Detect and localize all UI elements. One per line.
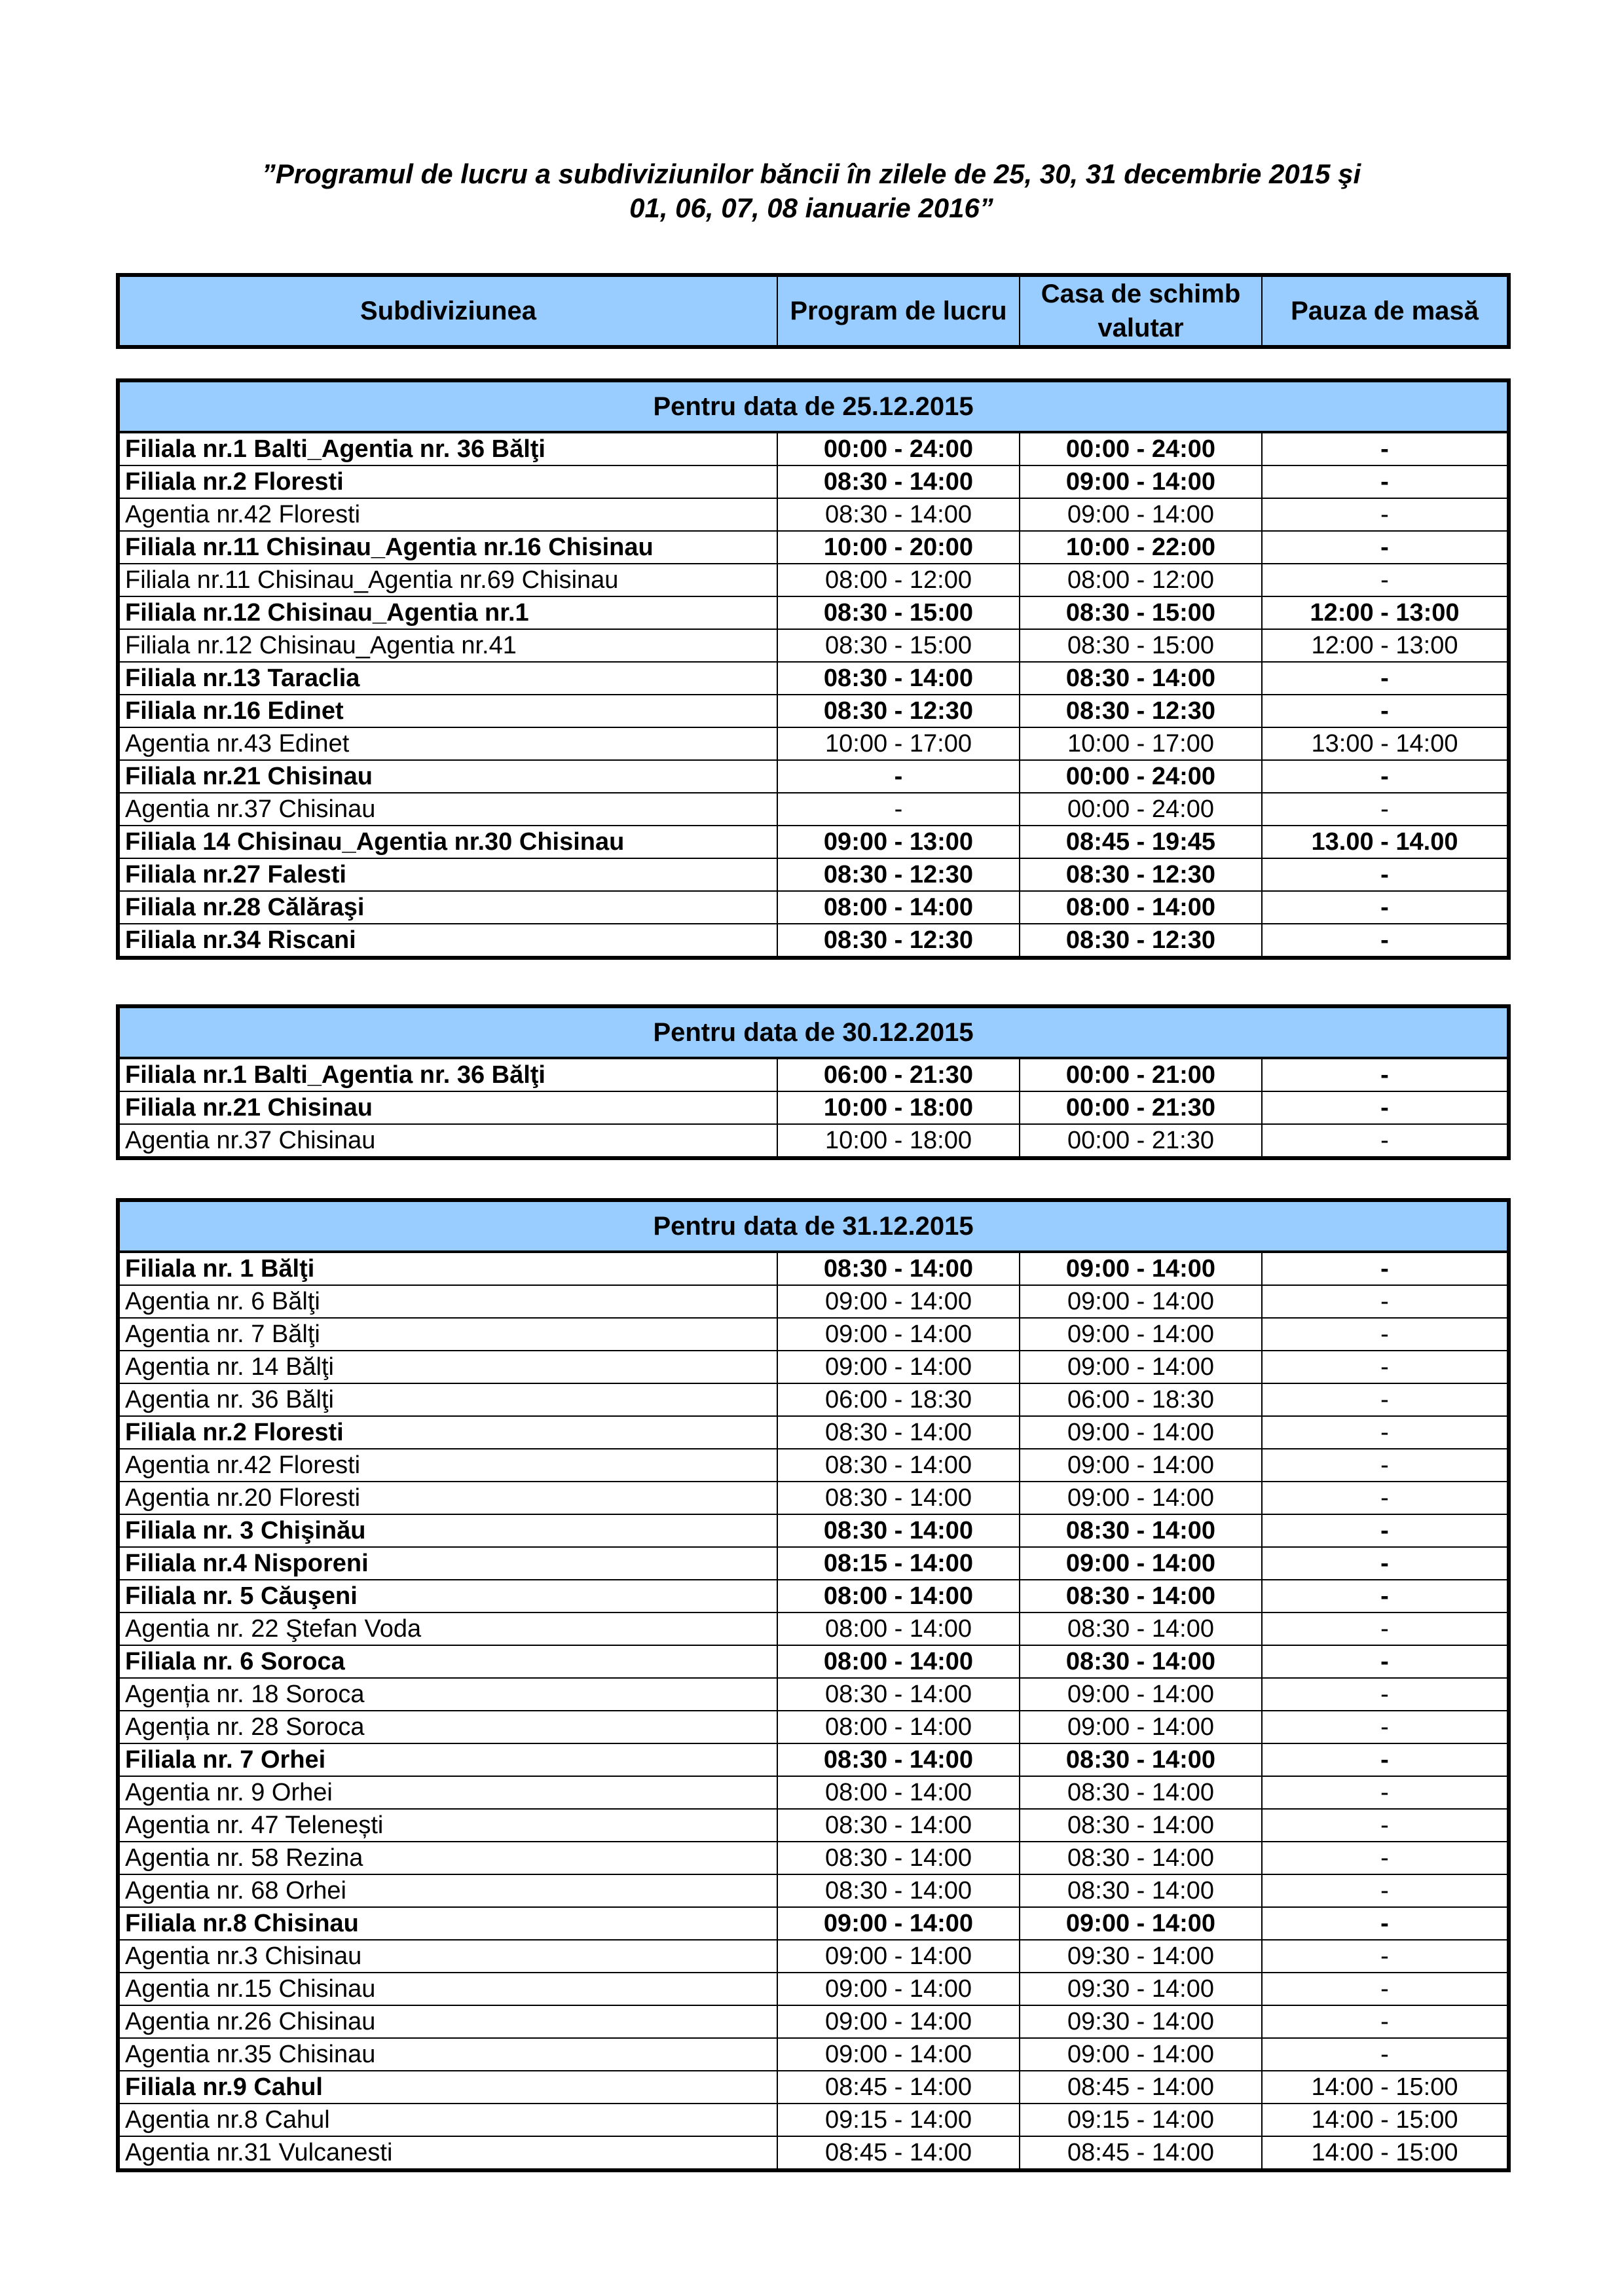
- subdivision-name: Agentia nr.42 Floresti: [118, 498, 777, 531]
- table-row: [118, 2038, 1509, 2071]
- subdivision-name: Filiala nr.8 Chisinau: [118, 1907, 777, 1940]
- exchange-hours: 08:30 - 12:30: [1020, 858, 1262, 891]
- exchange-hours: 09:00 - 14:00: [1020, 1252, 1262, 1285]
- subdivision-name: Agentia nr. 9 Orhei: [118, 1776, 777, 1809]
- subdivision-name: Filiala nr.1 Balti_Agentia nr. 36 Bălţi: [118, 432, 777, 465]
- program-hours: 08:30 - 12:30: [777, 924, 1020, 958]
- program-hours: 10:00 - 18:00: [777, 1124, 1020, 1158]
- program-hours: 08:30 - 14:00: [777, 1252, 1020, 1285]
- table-row: [118, 465, 1509, 498]
- program-hours: 08:15 - 14:00: [777, 1547, 1020, 1580]
- table-row: [118, 727, 1509, 760]
- program-hours: 08:30 - 14:00: [777, 1449, 1020, 1482]
- table-row: [118, 2005, 1509, 2038]
- lunch-break: -: [1262, 498, 1509, 531]
- program-hours: 08:00 - 12:00: [777, 564, 1020, 596]
- lunch-break: -: [1262, 2005, 1509, 2038]
- program-hours: 06:00 - 18:30: [777, 1383, 1020, 1416]
- subdivision-name: Filiala nr.4 Nisporeni: [118, 1547, 777, 1580]
- program-hours: 08:00 - 14:00: [777, 1711, 1020, 1743]
- program-hours: 09:15 - 14:00: [777, 2104, 1020, 2136]
- lunch-break: -: [1262, 760, 1509, 793]
- lunch-break: -: [1262, 1874, 1509, 1907]
- lunch-break: -: [1262, 1776, 1509, 1809]
- section-title: Pentru data de 31.12.2015: [118, 1200, 1509, 1252]
- exchange-hours: 08:45 - 14:00: [1020, 2071, 1262, 2104]
- exchange-hours: 08:30 - 14:00: [1020, 1776, 1262, 1809]
- lunch-break: -: [1262, 1318, 1509, 1351]
- exchange-hours: 09:00 - 14:00: [1020, 2038, 1262, 2071]
- exchange-hours: 09:00 - 14:00: [1020, 1907, 1262, 1940]
- program-hours: 08:30 - 15:00: [777, 629, 1020, 662]
- subdivision-name: Filiala nr. 7 Orhei: [118, 1743, 777, 1776]
- subdivision-name: Agentia nr.31 Vulcanesti: [118, 2136, 777, 2170]
- table-row: [118, 1678, 1509, 1711]
- lunch-break: -: [1262, 1091, 1509, 1124]
- exchange-hours: 08:45 - 14:00: [1020, 2136, 1262, 2170]
- subdivision-name: Agentia nr.43 Edinet: [118, 727, 777, 760]
- subdivision-name: Filiala nr.13 Taraclia: [118, 662, 777, 695]
- lunch-break: -: [1262, 1482, 1509, 1514]
- program-hours: 08:30 - 12:30: [777, 858, 1020, 891]
- lunch-break: -: [1262, 1416, 1509, 1449]
- exchange-hours: 08:30 - 14:00: [1020, 1809, 1262, 1842]
- program-hours: 08:30 - 14:00: [777, 1842, 1020, 1874]
- table-row: [118, 1058, 1509, 1091]
- table-row: [118, 1613, 1509, 1645]
- table-row: [118, 1449, 1509, 1482]
- lunch-break: -: [1262, 1907, 1509, 1940]
- table-row: [118, 695, 1509, 727]
- lunch-break: 14:00 - 15:00: [1262, 2104, 1509, 2136]
- exchange-hours: 08:00 - 12:00: [1020, 564, 1262, 596]
- table-row: [118, 1940, 1509, 1973]
- exchange-hours: 09:00 - 14:00: [1020, 1482, 1262, 1514]
- table-row: [118, 432, 1509, 465]
- table-row: [118, 1645, 1509, 1678]
- lunch-break: -: [1262, 1678, 1509, 1711]
- table-row: [118, 1874, 1509, 1907]
- exchange-hours: 09:00 - 14:00: [1020, 1678, 1262, 1711]
- lunch-break: 12:00 - 13:00: [1262, 596, 1509, 629]
- subdivision-name: Filiala nr.11 Chisinau_Agentia nr.16 Chisinau: [118, 531, 777, 564]
- program-hours: 09:00 - 13:00: [777, 826, 1020, 858]
- exchange-hours: 06:00 - 18:30: [1020, 1383, 1262, 1416]
- column-header-row: [118, 275, 1509, 347]
- exchange-hours: 08:30 - 12:30: [1020, 924, 1262, 958]
- exchange-hours: 08:30 - 14:00: [1020, 1645, 1262, 1678]
- program-hours: 08:30 - 14:00: [777, 498, 1020, 531]
- table-row: [118, 1547, 1509, 1580]
- lunch-break: -: [1262, 1743, 1509, 1776]
- exchange-hours: 00:00 - 21:00: [1020, 1058, 1262, 1091]
- program-hours: 10:00 - 18:00: [777, 1091, 1020, 1124]
- program-hours: 08:00 - 14:00: [777, 1580, 1020, 1613]
- table-row: [118, 1091, 1509, 1124]
- subdivision-name: Agentia nr.35 Chisinau: [118, 2038, 777, 2071]
- table-row: [118, 1907, 1509, 1940]
- subdivision-name: Filiala nr.21 Chisinau: [118, 1091, 777, 1124]
- exchange-hours: 08:30 - 14:00: [1020, 1514, 1262, 1547]
- table-row: [118, 793, 1509, 826]
- table-row: [118, 924, 1509, 958]
- exchange-hours: 08:30 - 14:00: [1020, 1842, 1262, 1874]
- subdivision-name: Filiala nr.1 Balti_Agentia nr. 36 Bălţi: [118, 1058, 777, 1091]
- table-row: [118, 2136, 1509, 2170]
- exchange-hours: 09:00 - 14:00: [1020, 1547, 1262, 1580]
- exchange-hours: 08:30 - 14:00: [1020, 1743, 1262, 1776]
- program-hours: 08:30 - 14:00: [777, 1678, 1020, 1711]
- program-hours: 08:00 - 14:00: [777, 891, 1020, 924]
- subdivision-name: Agentia nr. 36 Bălţi: [118, 1383, 777, 1416]
- table-row: [118, 498, 1509, 531]
- subdivision-name: Agentia nr.26 Chisinau: [118, 2005, 777, 2038]
- subdivision-name: Filiala nr.12 Chisinau_Agentia nr.41: [118, 629, 777, 662]
- subdivision-name: Filiala nr.21 Chisinau: [118, 760, 777, 793]
- lunch-break: -: [1262, 531, 1509, 564]
- header-subdiviziunea: Subdiviziunea: [118, 275, 777, 347]
- subdivision-name: Agentia nr.37 Chisinau: [118, 793, 777, 826]
- lunch-break: -: [1262, 465, 1509, 498]
- program-hours: 08:45 - 14:00: [777, 2071, 1020, 2104]
- table-row: [118, 1351, 1509, 1383]
- program-hours: -: [777, 793, 1020, 826]
- section-30-12-2015: [116, 1004, 1511, 1160]
- lunch-break: -: [1262, 1613, 1509, 1645]
- program-hours: 08:30 - 15:00: [777, 596, 1020, 629]
- subdivision-name: Filiala nr.12 Chisinau_Agentia nr.1: [118, 596, 777, 629]
- table-row: [118, 826, 1509, 858]
- program-hours: 09:00 - 14:00: [777, 1285, 1020, 1318]
- lunch-break: -: [1262, 793, 1509, 826]
- header-pauza: Pauza de masă: [1262, 275, 1509, 347]
- lunch-break: 14:00 - 15:00: [1262, 2071, 1509, 2104]
- program-hours: 09:00 - 14:00: [777, 1973, 1020, 2005]
- exchange-hours: 00:00 - 21:30: [1020, 1124, 1262, 1158]
- table-row: [118, 1842, 1509, 1874]
- subdivision-name: Filiala 14 Chisinau_Agentia nr.30 Chisinau: [118, 826, 777, 858]
- subdivision-name: Agenția nr. 18 Soroca: [118, 1678, 777, 1711]
- exchange-hours: 08:30 - 15:00: [1020, 596, 1262, 629]
- lunch-break: -: [1262, 858, 1509, 891]
- exchange-hours: 00:00 - 24:00: [1020, 432, 1262, 465]
- exchange-hours: 00:00 - 24:00: [1020, 793, 1262, 826]
- subdivision-name: Filiala nr. 6 Soroca: [118, 1645, 777, 1678]
- table-row: [118, 1743, 1509, 1776]
- lunch-break: -: [1262, 695, 1509, 727]
- table-row: [118, 531, 1509, 564]
- program-hours: 09:00 - 14:00: [777, 1907, 1020, 1940]
- program-hours: 09:00 - 14:00: [777, 1351, 1020, 1383]
- table-row: [118, 1973, 1509, 2005]
- exchange-hours: 00:00 - 21:30: [1020, 1091, 1262, 1124]
- subdivision-name: Agentia nr.15 Chisinau: [118, 1973, 777, 2005]
- lunch-break: -: [1262, 1124, 1509, 1158]
- lunch-break: -: [1262, 1645, 1509, 1678]
- program-hours: 08:00 - 14:00: [777, 1613, 1020, 1645]
- exchange-hours: 09:00 - 14:00: [1020, 1318, 1262, 1351]
- subdivision-name: Agentia nr. 14 Bălţi: [118, 1351, 777, 1383]
- lunch-break: -: [1262, 1711, 1509, 1743]
- exchange-hours: 08:30 - 14:00: [1020, 1613, 1262, 1645]
- table-row: [118, 596, 1509, 629]
- table-row: [118, 1318, 1509, 1351]
- program-hours: 09:00 - 14:00: [777, 2005, 1020, 2038]
- exchange-hours: 10:00 - 17:00: [1020, 727, 1262, 760]
- subdivision-name: Agentia nr. 68 Orhei: [118, 1874, 777, 1907]
- exchange-hours: 09:00 - 14:00: [1020, 465, 1262, 498]
- program-hours: 00:00 - 24:00: [777, 432, 1020, 465]
- program-hours: 08:30 - 14:00: [777, 1874, 1020, 1907]
- table-row: [118, 1416, 1509, 1449]
- lunch-break: 12:00 - 13:00: [1262, 629, 1509, 662]
- section-25-12-2015: [116, 378, 1511, 960]
- lunch-break: -: [1262, 1514, 1509, 1547]
- program-hours: 08:30 - 14:00: [777, 1743, 1020, 1776]
- exchange-hours: 08:30 - 14:00: [1020, 662, 1262, 695]
- exchange-hours: 09:00 - 14:00: [1020, 1416, 1262, 1449]
- program-hours: 08:00 - 14:00: [777, 1645, 1020, 1678]
- lunch-break: -: [1262, 1383, 1509, 1416]
- subdivision-name: Agentia nr. 58 Rezina: [118, 1842, 777, 1874]
- program-hours: 08:45 - 14:00: [777, 2136, 1020, 2170]
- program-hours: 09:00 - 14:00: [777, 2038, 1020, 2071]
- table-row: [118, 662, 1509, 695]
- table-row: [118, 1776, 1509, 1809]
- lunch-break: -: [1262, 1973, 1509, 2005]
- subdivision-name: Agentia nr. 6 Bălţi: [118, 1285, 777, 1318]
- exchange-hours: 09:00 - 14:00: [1020, 1711, 1262, 1743]
- subdivision-name: Agenția nr. 28 Soroca: [118, 1711, 777, 1743]
- subdivision-name: Filiala nr.11 Chisinau_Agentia nr.69 Chisinau: [118, 564, 777, 596]
- subdivision-name: Agentia nr.3 Chisinau: [118, 1940, 777, 1973]
- lunch-break: 14:00 - 15:00: [1262, 2136, 1509, 2170]
- title-line-2: 01, 06, 07, 08 ianuarie 2016”: [629, 192, 993, 223]
- lunch-break: -: [1262, 1351, 1509, 1383]
- lunch-break: -: [1262, 891, 1509, 924]
- subdivision-name: Filiala nr. 1 Bălţi: [118, 1252, 777, 1285]
- table-row: [118, 1809, 1509, 1842]
- header-program: Program de lucru: [777, 275, 1020, 347]
- table-row: [118, 1580, 1509, 1613]
- table-row: [118, 1711, 1509, 1743]
- program-hours: 06:00 - 21:30: [777, 1058, 1020, 1091]
- subdivision-name: Filiala nr.16 Edinet: [118, 695, 777, 727]
- program-hours: 08:30 - 14:00: [777, 662, 1020, 695]
- lunch-break: -: [1262, 662, 1509, 695]
- document-title: [116, 157, 1507, 225]
- lunch-break: -: [1262, 2038, 1509, 2071]
- subdivision-name: Agentia nr.37 Chisinau: [118, 1124, 777, 1158]
- program-hours: 10:00 - 20:00: [777, 531, 1020, 564]
- table-row: [118, 2104, 1509, 2136]
- lunch-break: 13.00 - 14.00: [1262, 826, 1509, 858]
- lunch-break: -: [1262, 924, 1509, 958]
- subdivision-name: Agentia nr. 22 Ştefan Voda: [118, 1613, 777, 1645]
- table-row: [118, 1124, 1509, 1158]
- program-hours: 09:00 - 14:00: [777, 1318, 1020, 1351]
- table-row: [118, 1514, 1509, 1547]
- program-hours: 08:30 - 12:30: [777, 695, 1020, 727]
- program-hours: 08:30 - 14:00: [777, 1809, 1020, 1842]
- table-row: [118, 858, 1509, 891]
- lunch-break: -: [1262, 1940, 1509, 1973]
- exchange-hours: 08:00 - 14:00: [1020, 891, 1262, 924]
- table-row: [118, 1383, 1509, 1416]
- table-row: [118, 564, 1509, 596]
- exchange-hours: 10:00 - 22:00: [1020, 531, 1262, 564]
- title-line-1: ”Programul de lucru a subdiviziunilor băncii în zilele de 25, 30, 31 decembrie 2015 şi: [261, 158, 1361, 189]
- exchange-hours: 09:30 - 14:00: [1020, 2005, 1262, 2038]
- exchange-hours: 09:15 - 14:00: [1020, 2104, 1262, 2136]
- lunch-break: -: [1262, 1285, 1509, 1318]
- lunch-break: -: [1262, 1252, 1509, 1285]
- table-row: [118, 1252, 1509, 1285]
- exchange-hours: 09:30 - 14:00: [1020, 1940, 1262, 1973]
- subdivision-name: Agentia nr. 47 Telenești: [118, 1809, 777, 1842]
- program-hours: -: [777, 760, 1020, 793]
- section-title: Pentru data de 25.12.2015: [118, 380, 1509, 432]
- table-row: [118, 1285, 1509, 1318]
- exchange-hours: 09:00 - 14:00: [1020, 498, 1262, 531]
- lunch-break: -: [1262, 1809, 1509, 1842]
- column-header-table: [116, 273, 1511, 349]
- exchange-hours: 08:45 - 19:45: [1020, 826, 1262, 858]
- program-hours: 09:00 - 14:00: [777, 1940, 1020, 1973]
- table-row: [118, 629, 1509, 662]
- program-hours: 08:30 - 14:00: [777, 1514, 1020, 1547]
- subdivision-name: Filiala nr.2 Floresti: [118, 1416, 777, 1449]
- exchange-hours: 09:30 - 14:00: [1020, 1973, 1262, 2005]
- lunch-break: -: [1262, 1580, 1509, 1613]
- exchange-hours: 08:30 - 15:00: [1020, 629, 1262, 662]
- exchange-hours: 09:00 - 14:00: [1020, 1285, 1262, 1318]
- lunch-break: -: [1262, 1449, 1509, 1482]
- subdivision-name: Filiala nr. 5 Căuşeni: [118, 1580, 777, 1613]
- subdivision-name: Agentia nr.20 Floresti: [118, 1482, 777, 1514]
- subdivision-name: Filiala nr.2 Floresti: [118, 465, 777, 498]
- subdivision-name: Filiala nr.34 Riscani: [118, 924, 777, 958]
- subdivision-name: Agentia nr. 7 Bălţi: [118, 1318, 777, 1351]
- section-31-12-2015: [116, 1198, 1511, 2172]
- subdivision-name: Agentia nr.42 Floresti: [118, 1449, 777, 1482]
- exchange-hours: 09:00 - 14:00: [1020, 1351, 1262, 1383]
- lunch-break: -: [1262, 564, 1509, 596]
- table-row: [118, 1482, 1509, 1514]
- program-hours: 08:00 - 14:00: [777, 1776, 1020, 1809]
- program-hours: 08:30 - 14:00: [777, 1416, 1020, 1449]
- subdivision-name: Filiala nr.28 Călăraşi: [118, 891, 777, 924]
- exchange-hours: 08:30 - 14:00: [1020, 1874, 1262, 1907]
- header-casa-schimb: Casa de schimb valutar: [1020, 275, 1262, 347]
- subdivision-name: Filiala nr.27 Falesti: [118, 858, 777, 891]
- program-hours: 10:00 - 17:00: [777, 727, 1020, 760]
- subdivision-name: Filiala nr.9 Cahul: [118, 2071, 777, 2104]
- table-row: [118, 760, 1509, 793]
- exchange-hours: 09:00 - 14:00: [1020, 1449, 1262, 1482]
- lunch-break: -: [1262, 1547, 1509, 1580]
- table-row: [118, 891, 1509, 924]
- lunch-break: -: [1262, 1058, 1509, 1091]
- exchange-hours: 08:30 - 12:30: [1020, 695, 1262, 727]
- table-row: [118, 2071, 1509, 2104]
- lunch-break: 13:00 - 14:00: [1262, 727, 1509, 760]
- program-hours: 08:30 - 14:00: [777, 1482, 1020, 1514]
- section-title: Pentru data de 30.12.2015: [118, 1006, 1509, 1058]
- exchange-hours: 00:00 - 24:00: [1020, 760, 1262, 793]
- exchange-hours: 08:30 - 14:00: [1020, 1580, 1262, 1613]
- subdivision-name: Filiala nr. 3 Chişinău: [118, 1514, 777, 1547]
- program-hours: 08:30 - 14:00: [777, 465, 1020, 498]
- lunch-break: -: [1262, 1842, 1509, 1874]
- subdivision-name: Agentia nr.8 Cahul: [118, 2104, 777, 2136]
- lunch-break: -: [1262, 432, 1509, 465]
